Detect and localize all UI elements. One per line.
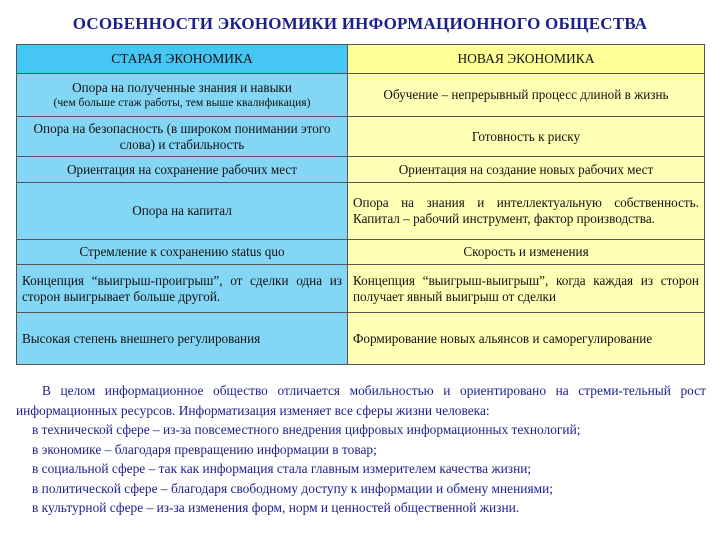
- header-new-economy: НОВАЯ ЭКОНОМИКА: [348, 45, 705, 74]
- table-header-row: [17, 45, 705, 74]
- old-economy-cell: Стремление к сохранению status quo: [17, 240, 348, 265]
- page-title: ОСОБЕННОСТИ ЭКОНОМИКИ ИНФОРМАЦИОННОГО ОБЩЕСТВА: [72, 14, 648, 33]
- table-row: [17, 183, 705, 240]
- summary-intro: В целом информационное общество отличается мобильностью и ориентировано на стреми-тельный рост информационных ресурсов. Информатизация изменяет все сферы жизни человека:: [16, 383, 706, 418]
- new-economy-cell: Формирование новых альянсов и саморегулирование: [348, 313, 705, 365]
- summary-item: в социальной сфере – так как информация стала главным измерителем качества жизни;: [32, 461, 532, 476]
- summary-item: в культурной сфере – из-за изменения форм, норм и ценностей общественной жизни.: [32, 500, 520, 515]
- summary-item: в политической сфере – благодаря свободному доступу к информации и обмену мнениями;: [32, 480, 553, 496]
- new-economy-cell: Концепция “выигрыш-выигрыш”, когда каждая из сторон получает явный выигрыш от сделки: [348, 265, 705, 313]
- table-row: [17, 117, 705, 157]
- old-economy-cell: [17, 74, 348, 117]
- old-economy-cell: Опора на безопасность (в широком понимании этого слова) и стабильность: [17, 117, 348, 157]
- table-row: [17, 74, 705, 117]
- old-economy-text: Опора на полученные знания и навыки: [72, 80, 292, 96]
- table-row: [17, 240, 705, 265]
- table-row: [17, 265, 705, 313]
- new-economy-cell: Опора на знания и интеллектуальную собственность. Капитал – рабочий инструмент, фактор производства.: [348, 183, 705, 240]
- new-economy-cell: Готовность к риску: [348, 117, 705, 157]
- old-economy-cell: Высокая степень внешнего регулирования: [17, 313, 348, 365]
- new-economy-cell: Скорость и изменения: [348, 240, 705, 265]
- table-row: [17, 157, 705, 183]
- old-economy-cell: Концепция “выигрыш-проигрыш”, от сделки одна из сторон выигрывает больше другой.: [17, 265, 348, 313]
- header-old-economy: СТАРАЯ ЭКОНОМИКА: [17, 45, 348, 74]
- summary-paragraph: [16, 381, 706, 518]
- summary-item: в экономике – благодаря превращению информации в товар;: [32, 441, 377, 457]
- new-economy-cell: Ориентация на создание новых рабочих мест: [348, 157, 705, 183]
- comparison-table: [16, 44, 705, 365]
- new-economy-cell: Обучение – непрерывный процесс длиной в жизнь: [348, 74, 705, 117]
- old-economy-cell: Ориентация на сохранение рабочих мест: [17, 157, 348, 183]
- table-row: [17, 313, 705, 365]
- summary-item: в технической сфере – из-за повсеместного внедрения цифровых информационных технологий;: [32, 422, 581, 437]
- old-economy-cell: Опора на капитал: [17, 183, 348, 240]
- old-economy-note: (чем больше стаж работы, тем выше квалификация): [53, 95, 311, 109]
